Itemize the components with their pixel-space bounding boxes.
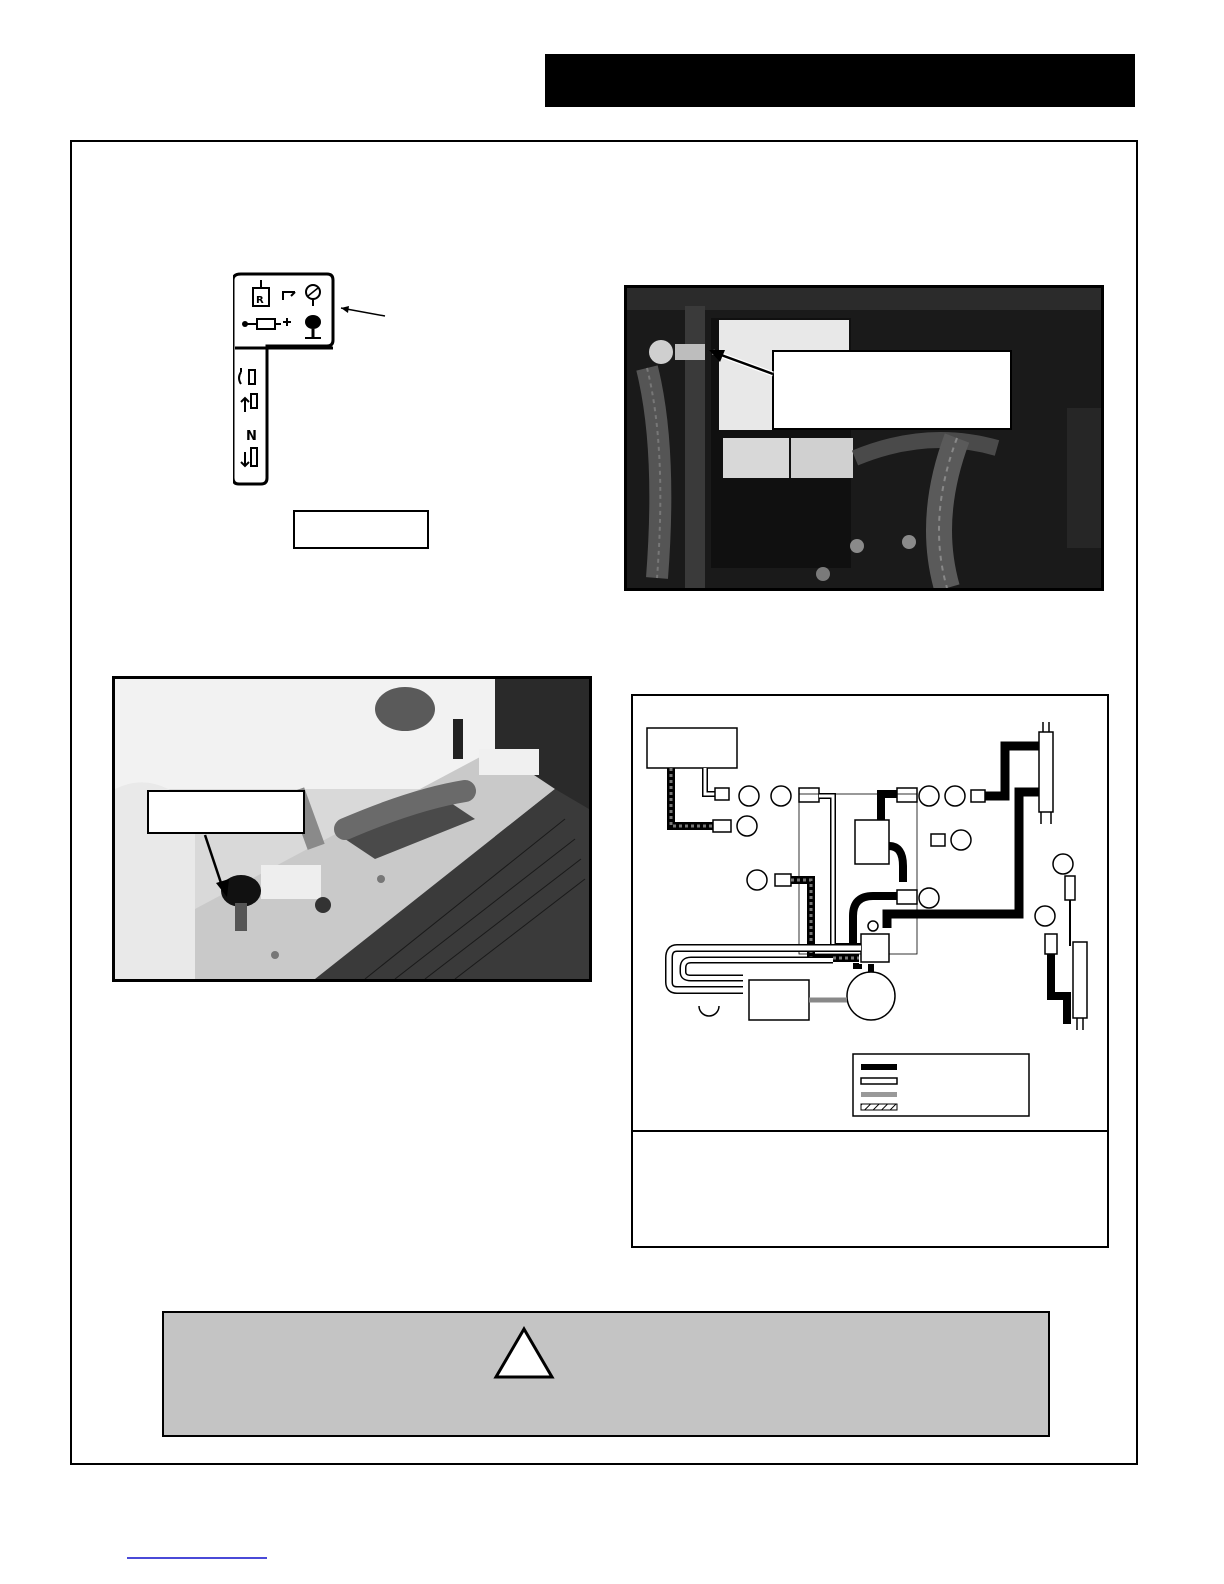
warning-triangle-icon — [492, 1325, 556, 1381]
diagram-caption — [633, 1130, 1107, 1248]
neutral-letter: N — [246, 429, 257, 444]
valve-box — [647, 728, 737, 768]
knob-callout-arrow — [115, 679, 589, 979]
decal-figure-label-box — [293, 510, 429, 549]
fitting-callout-arrow — [627, 288, 1101, 588]
control-console-photo — [112, 676, 592, 982]
section-title-bar — [545, 54, 1135, 107]
hydraulic-fitting-photo — [624, 285, 1104, 591]
control-decal-illustration — [233, 272, 413, 492]
warning-symbol: ! — [517, 1345, 531, 1378]
reservoir-letter: R — [256, 295, 264, 306]
warning-box — [162, 1311, 1050, 1437]
hydraulic-schematic — [633, 696, 1107, 1128]
footer-link[interactable] — [127, 1557, 267, 1559]
hydraulic-schematic-panel — [631, 694, 1109, 1248]
